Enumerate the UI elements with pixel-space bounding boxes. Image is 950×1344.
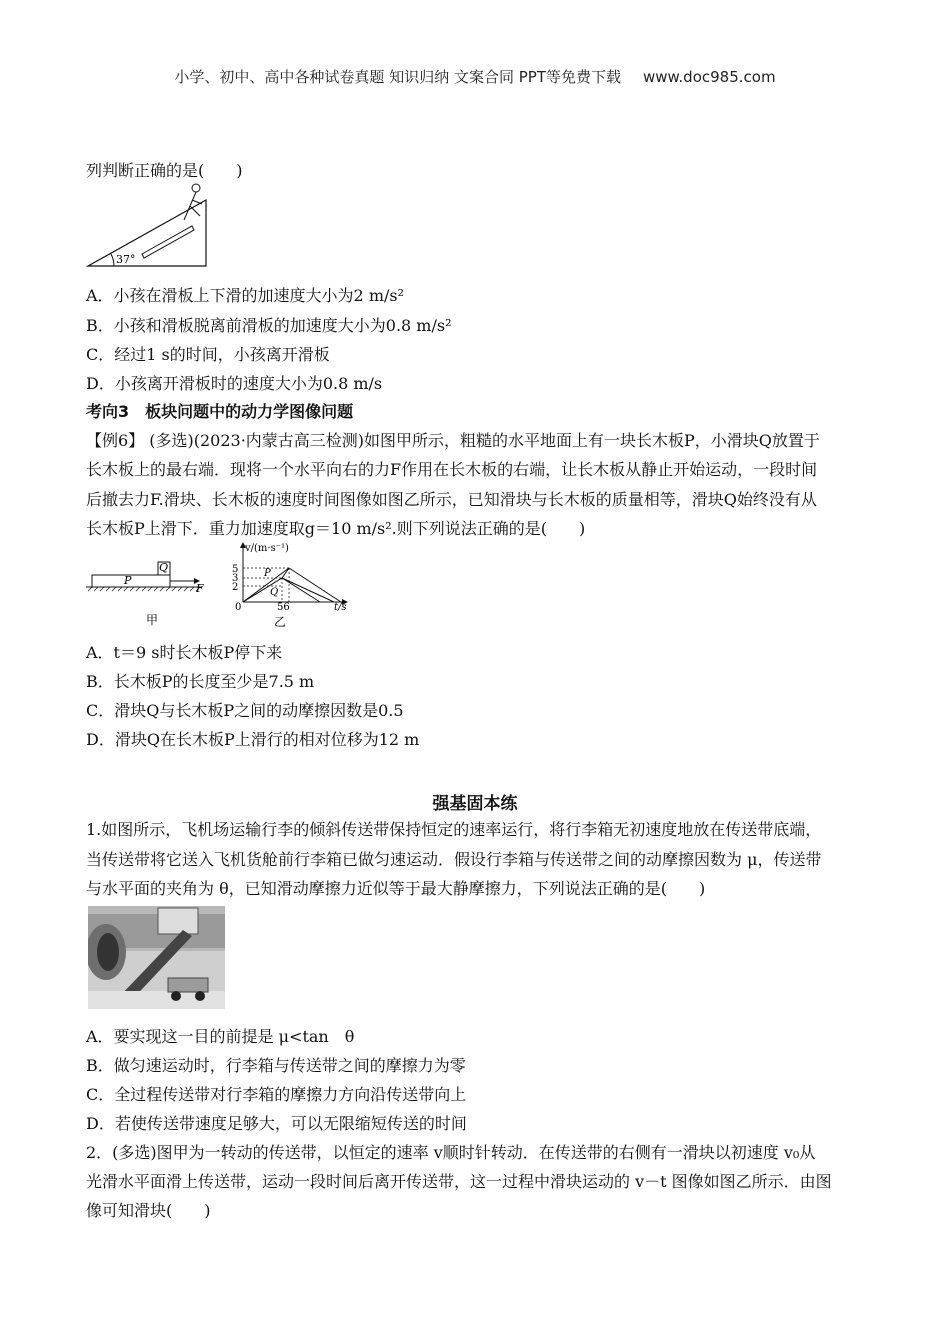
incline-figure [84, 176, 214, 272]
v-axis-label: v/(m·s⁻¹) [245, 543, 289, 554]
ytick-3: 3 [232, 573, 239, 584]
line-p [243, 568, 334, 602]
figure-yi [226, 540, 366, 636]
origin-label: 0 [235, 602, 242, 613]
example6-option-c: C．滑块Q与长木板P之间的动摩擦因数是0.5 [86, 701, 404, 720]
q1-line-3: 与水平面的夹角为 θ，已知滑动摩擦力近似等于最大静摩擦力，下列说法正确的是( ) [86, 879, 706, 898]
section-title: 考向3 板块问题中的动力学图像问题 [86, 402, 354, 421]
example6-line-2: 长木板上的最右端．现将一个水平向右的力F作用在长木板的右端，让长木板从静止开始运动，一段时间 [86, 460, 818, 479]
example6-option-d: D．滑块Q在长木板P上滑行的相对位移为12 m [86, 730, 420, 749]
page-header [0, 66, 950, 87]
example6-line-3: 后撤去力F.滑块、长木板的速度时间图像如图乙所示，已知滑块与长木板的质量相等，滑块Q始终没有从 [86, 490, 817, 509]
label-q-graph: Q [270, 587, 279, 598]
prev-option-b: B．小孩和滑板脱离前滑板的加速度大小为0.8 m/s² [86, 316, 452, 335]
angle-label: 37° [116, 253, 136, 266]
example6-option-b: B．长木板P的长度至少是7.5 m [86, 672, 315, 691]
example6-option-a: A．t＝9 s时长木板P停下来 [86, 643, 283, 662]
figure-jia [84, 558, 216, 632]
header-site-link[interactable]: www.doc985.com [642, 68, 776, 86]
q2-line-3: 像可知滑块( ) [86, 1201, 211, 1220]
label-q: Q [159, 561, 169, 574]
practice-title: 强基固本练 [432, 794, 518, 814]
q2-line-2: 光滑水平面滑上传送带，运动一段时间后离开传送带，这一过程中滑块运动的 v－t 图像如图乙所示．由图 [86, 1172, 832, 1191]
label-p-graph: P [264, 568, 271, 579]
example6-line-4: 长木板P上滑下．重力加速度取g＝10 m/s².则下列说法正确的是( ) [86, 519, 586, 538]
child-body [184, 192, 202, 220]
label-p: P [124, 574, 132, 587]
child-head [192, 184, 200, 192]
q1-option-c: C．全过程传送带对行李箱的摩擦力方向沿传送带向上 [86, 1085, 467, 1104]
prev-option-a: A．小孩在滑板上下滑的加速度大小为2 m/s² [86, 286, 405, 305]
example6-line-1: 【例6】 (多选)(2023·内蒙古高三检测)如图甲所示，粗糙的水平地面上有一块长木板P，小滑块Q放置于 [86, 431, 820, 450]
xticks-56: 56 [277, 602, 290, 613]
q1-line-2: 当传送带将它送入飞机货舱前行李箱已做匀速运动．假设行李箱与传送带之间的动摩擦因数为 μ，传送带 [86, 850, 822, 869]
prev-option-c: C．经过1 s的时间，小孩离开滑板 [86, 345, 330, 364]
q1-option-d: D．若使传送带速度足够大，可以无限缩短传送的时间 [86, 1114, 467, 1133]
label-f: F [196, 582, 204, 595]
header-text: 小学、初中、高中各种试卷真题 知识归纳 文案合同 PPT等免费下载 [174, 68, 621, 86]
conveyor-illustration [88, 906, 225, 1009]
q1-option-a: A．要实现这一目的前提是 μ<tan θ [86, 1027, 355, 1046]
ytick-2: 2 [232, 582, 239, 593]
q1-option-b: B．做匀速运动时，行李箱与传送带之间的摩擦力为零 [86, 1056, 466, 1075]
q1-line-1: 1.如图所示，飞机场运输行李的倾斜传送带保持恒定的速率运行，将行李箱无初速度地放在传送带底端， [86, 820, 822, 839]
ground-hatch [88, 587, 200, 591]
angle-arc [111, 254, 114, 266]
caption-jia: 甲 [146, 613, 159, 627]
caption-yi: 乙 [274, 615, 287, 629]
t-axis-label: t/s [334, 602, 347, 613]
prev-stem-tail: 列判断正确的是( ) [86, 161, 243, 180]
conveyor-photo [88, 906, 225, 1009]
q2-line-1: 2．(多选)图甲为一转动的传送带，以恒定的速率 v顺时针转动．在传送带的右侧有一滑块以初速度 v₀从 [86, 1143, 816, 1162]
prev-option-d: D．小孩离开滑板时的速度大小为0.8 m/s [86, 374, 383, 393]
ytick-5: 5 [232, 564, 239, 575]
